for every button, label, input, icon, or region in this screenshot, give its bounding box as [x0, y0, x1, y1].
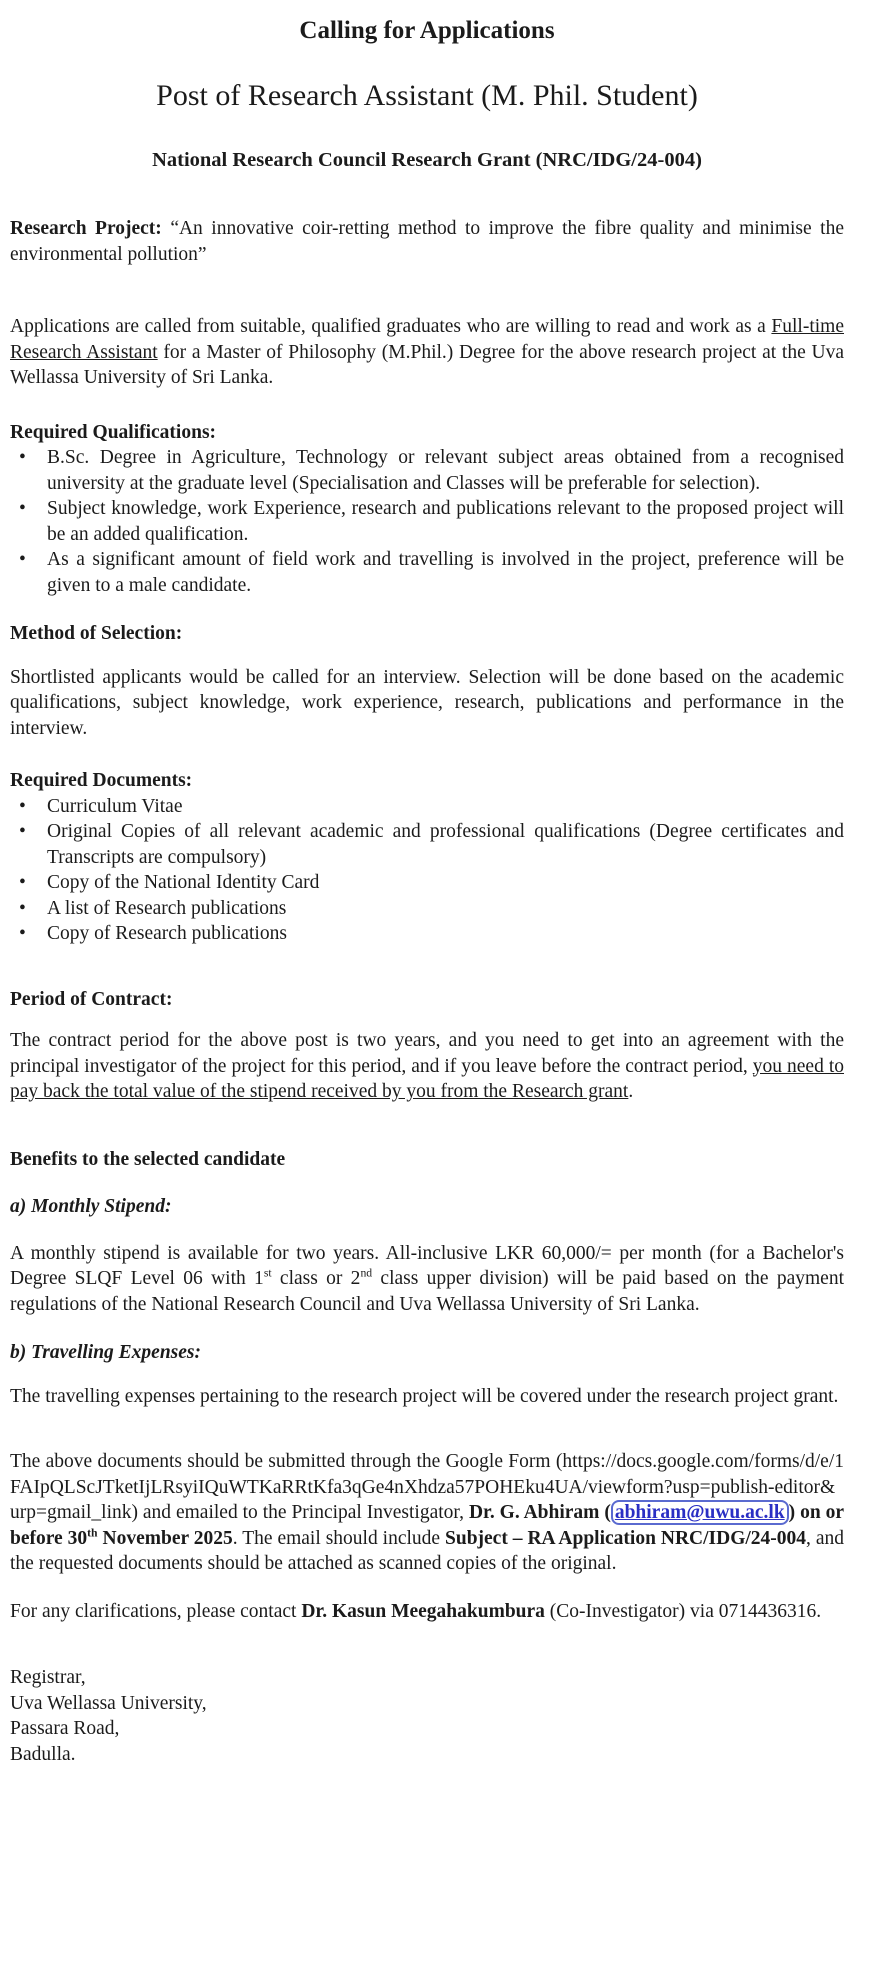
monthly-stipend-heading: a) Monthly Stipend:	[10, 1196, 172, 1217]
required-qualifications-list	[10, 445, 844, 598]
list-item: • A list of Research publications	[10, 896, 844, 922]
email-link[interactable]: abhiram@uwu.ac.lk	[611, 1500, 789, 1525]
text-segment: Research Project:	[10, 218, 171, 239]
text-segment: For any clarifications, please contact	[10, 1600, 302, 1622]
text-segment: and emailed to the Principal Investigator,	[137, 1502, 469, 1523]
text-segment: .	[628, 1081, 634, 1102]
list-item: • B.Sc. Degree in Agriculture, Technology or relevant subject areas obtained from a recognised university at the graduate level (Specialisation and Classes will be preferable for selection).	[10, 445, 844, 496]
method-of-selection-paragraph: Shortlisted applicants would be called for an interview. Selection will be done based on the academic qualifications, subject knowledge, work experience, research, publications and performance in the interview.	[10, 666, 844, 739]
grant-title: National Research Council Research Grant (NRC/IDG/24-004)	[152, 149, 702, 171]
list-item: • Original Copies of all relevant academic and professional qualifications (Degree certificates and Transcripts are compulsory)	[10, 819, 844, 870]
list-item: • Copy of the National Identity Card	[10, 870, 844, 896]
benefits-heading: Benefits to the selected candidate	[10, 1148, 286, 1170]
text-segment: for a Master of Philosophy (M.Phil.) Degree for the above research project at the Uva Wellassa University of Sri Lanka.	[10, 341, 844, 388]
document-title: Calling for Applications	[299, 17, 555, 44]
required-documents-list	[10, 794, 844, 947]
text-segment: ) on or before 30	[10, 1502, 845, 1549]
travelling-expenses-heading: b) Travelling Expenses:	[10, 1342, 202, 1363]
text-segment: class upper division) will be paid based on the payment regulations of the National Research Council and Uva Wellassa University of Sri Lanka.	[10, 1268, 844, 1315]
intro-paragraph	[10, 314, 844, 391]
text-segment: class or 2	[271, 1268, 361, 1289]
text-segment: November 2025	[97, 1527, 233, 1549]
post-title: Post of Research Assistant (M. Phil. Student)	[156, 79, 698, 112]
list-item: • Copy of Research publications	[10, 921, 844, 947]
text-segment: “An innovative coir-retting method to improve the fibre quality and minimise the environmental pollution”	[10, 218, 844, 265]
text-segment: Dr. Kasun Meegahakumbura	[301, 1600, 545, 1622]
text-segment: The contract period for the above post is two years, and you need to get into an agreement with the principal investigator of the project for this period, and if you leave before the contract period,	[10, 1030, 844, 1077]
text-segment: Dr. G. Abhiram (	[468, 1502, 611, 1523]
list-item: • As a significant amount of field work and travelling is involved in the project, preference will be given to a male candidate.	[10, 547, 844, 598]
text-segment: The above documents should be submitted through the Google Form	[10, 1451, 556, 1472]
text-segment: , and the requested documents should be attached as scanned copies of the original.	[10, 1527, 845, 1574]
submission-paragraph	[10, 1449, 844, 1577]
period-of-contract-heading: Period of Contract:	[10, 988, 173, 1010]
text-segment: Applications are called from suitable, qualified graduates who are willing to read and work as a	[10, 316, 772, 337]
monthly-stipend-paragraph	[10, 1241, 844, 1318]
clarifications-paragraph	[10, 1599, 844, 1625]
signature-line: Badulla.	[10, 1743, 76, 1765]
period-of-contract-paragraph	[10, 1028, 844, 1105]
text-segment: (https://docs.google.com/forms/d/e/1FAIpQLScJTketIjLRsyiIQuWTKaRRtKfa3qGe4nXhdza57POHEku4UA/viewform?usp=publish-editor&urp=gmail_link)	[10, 1451, 844, 1523]
text-segment: th	[87, 1526, 98, 1539]
text-segment: Subject – RA Application NRC/IDG/24-004	[445, 1527, 807, 1549]
list-item: • Subject knowledge, work Experience, research and publications relevant to the proposed project will be an added qualification.	[10, 496, 844, 547]
text-segment: Full-time Research Assistant	[10, 316, 844, 363]
text-segment: nd	[360, 1266, 373, 1280]
required-documents-heading: Required Documents:	[10, 770, 193, 791]
text-segment: . The email should include	[232, 1527, 445, 1549]
signature-block	[10, 1665, 844, 1767]
text-segment: you need to pay back the total value of the stipend received by you from the Research grant	[10, 1055, 844, 1102]
signature-line: Passara Road,	[10, 1718, 120, 1739]
travelling-expenses-paragraph: The travelling expenses pertaining to the research project will be covered under the research project grant.	[10, 1385, 839, 1407]
list-item: • Curriculum Vitae	[10, 794, 844, 820]
method-of-selection-heading: Method of Selection:	[10, 623, 183, 644]
signature-line: Registrar,	[10, 1667, 86, 1688]
signature-line: Uva Wellassa University,	[10, 1692, 207, 1714]
text-segment: (Co-Investigator) via 0714436316.	[544, 1600, 822, 1622]
research-project-paragraph	[10, 216, 844, 267]
text-segment: A monthly stipend is available for two years. All-inclusive LKR 60,000/= per month (for a Bachelor's Degree SLQF Level 06 with 1	[10, 1242, 844, 1289]
text-segment: st	[263, 1266, 272, 1280]
required-qualifications-heading: Required Qualifications:	[10, 421, 217, 443]
